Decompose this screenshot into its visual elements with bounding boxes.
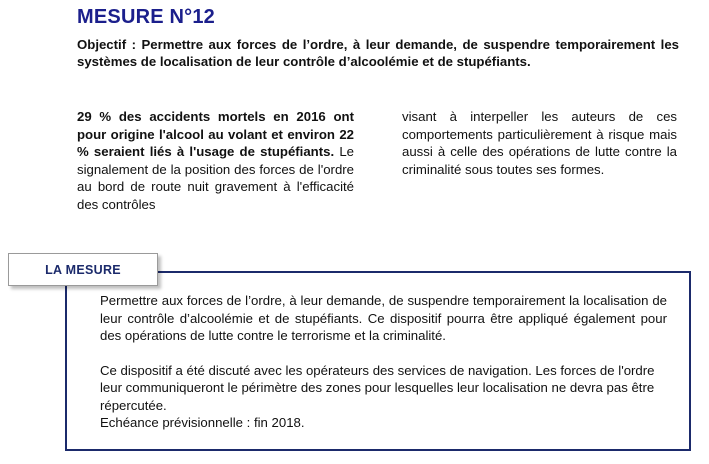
intro-regular-text: Le signalement de la position des forces de l'ordre au bord de route nuit gravement à l'efficacité des contrôles: [77, 144, 354, 212]
mesure-body: [100, 292, 667, 432]
measure-title: MESURE N°12: [77, 6, 216, 28]
mesure-tab: [8, 253, 158, 286]
intro-left-column: [77, 108, 354, 213]
intro-bold-statistic: 29 % des accidents mortels en 2016 ont pour origine l'alcool au volant et environ 22 % seraient liés à l'usage de stupéfiants.: [77, 109, 354, 159]
intro-right-column: visant à interpeller les auteurs de ces comportements particulièrement à risque mais aussi à celle des opérations de lutte contre la criminalité sous toutes ses formes.: [402, 109, 677, 177]
echeance-text: Echéance prévisionnelle : fin 2018.: [100, 415, 305, 430]
mesure-paragraph-1: Permettre aux forces de l’ordre, à leur demande, de suspendre temporairement la localisation de leur contrôle d’alcoolémie et de stupéfiants. Ce dispositif pourra être appliqué également pour des opérations de lutte contre le terrorisme et la criminalité.: [100, 293, 667, 343]
mesure-paragraph-2-text: Ce dispositif a été discuté avec les opérateurs des services de navigation. Les forces de l'ordre leur communiqueront le périmètre des zones pour lesquelles leur localisation ne devra pas être répercutée.: [100, 362, 655, 413]
mesure-paragraph-2: [100, 362, 667, 432]
mesure-tab-label: LA MESURE: [45, 262, 121, 277]
objectif-text: Objectif : Permettre aux forces de l’ordre, à leur demande, de suspendre temporairement les systèmes de localisation de leur contrôle d’alcoolémie et de stupéfiants.: [77, 37, 679, 69]
